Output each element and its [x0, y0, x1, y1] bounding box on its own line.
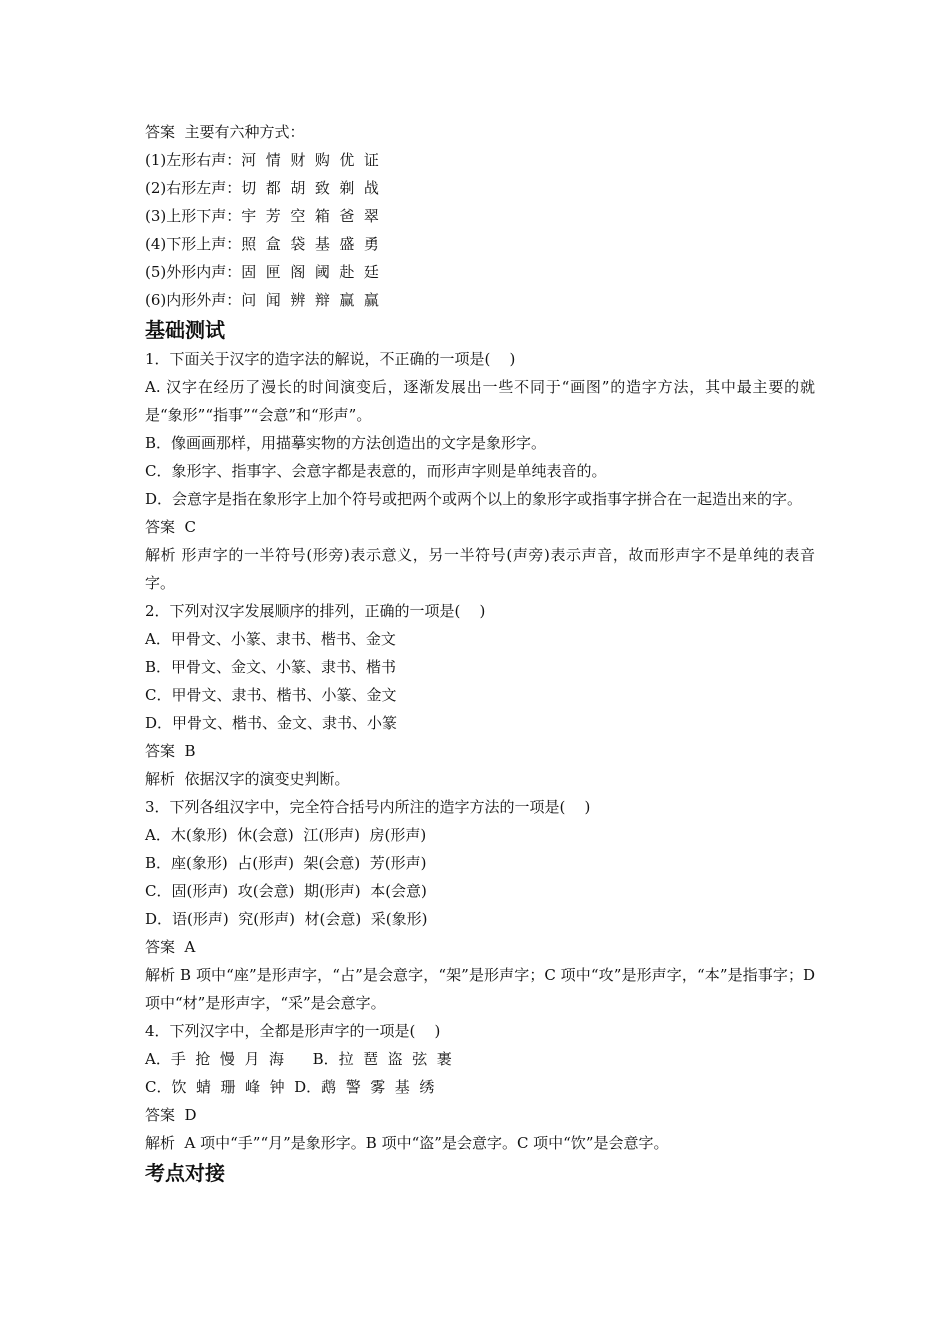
answer: 答案 C [145, 518, 197, 536]
options-c-d: C．饮 蜻 珊 峰 钟 D．鹉 警 雾 基 绣 [145, 1078, 435, 1096]
answer: 答案 B [145, 742, 196, 760]
options-a-b: A．手 抢 慢 月 海 B．拉 琶 盗 弦 裹 [145, 1050, 452, 1068]
section-heading-basic-test: 基础测试 [145, 318, 225, 342]
option-d: D．语(形声) 究(形声) 材(会意) 采(象形) [145, 910, 428, 928]
analysis: 解析 B 项中“座”是形声字，“占”是会意字，“架”是形声字；C 项中“攻”是形声字，“本”是指事字；D 项中“材”是形声字，“采”是会意字。 [145, 966, 815, 1012]
question-stem: 3．下列各组汉字中，完全符合括号内所注的造字方法的一项是( ) [145, 798, 591, 816]
way-item: (2)右形左声：切 都 胡 致 剃 战 [145, 179, 379, 197]
way-item: (3)上形下声：宇 芳 空 箱 爸 翠 [145, 207, 379, 225]
option-c: C．固(形声) 攻(会意) 期(形声) 本(会意) [145, 882, 427, 900]
option-d: D．会意字是指在象形字上加个符号或把两个或两个以上的象形字或指事字拼合在一起造出来的字。 [145, 490, 803, 508]
question-stem: 1．下面关于汉字的造字法的解说，不正确的一项是( ) [145, 350, 516, 368]
option-c: C．象形字、指事字、会意字都是表意的，而形声字则是单纯表音的。 [145, 462, 607, 480]
section-heading-exam-points: 考点对接 [145, 1161, 225, 1185]
question-stem: 4．下列汉字中，全都是形声字的一项是( ) [145, 1022, 441, 1040]
analysis: 解析 形声字的一半符号(形旁)表示意义，另一半符号(声旁)表示声音，故而形声字不是单纯的表音字。 [145, 546, 815, 592]
way-item: (4)下形上声：照 盒 袋 基 盛 勇 [145, 235, 379, 253]
option-b: B．像画画那样，用描摹实物的方法创造出的文字是象形字。 [145, 434, 547, 452]
document-page [145, 118, 815, 1188]
way-item: (6)内形外声：问 闻 辨 辩 赢 赢 [145, 291, 379, 309]
analysis: 解析 依据汉字的演变史判断。 [145, 770, 350, 788]
answer: 答案 A [145, 938, 196, 956]
analysis: 解析 A 项中“手”“月”是象形字。B 项中“盗”是会意字。C 项中“饮”是会意字。 [145, 1134, 669, 1152]
option-b: B．座(象形) 占(形声) 架(会意) 芳(形声) [145, 854, 427, 872]
option-a: A．木(象形) 休(会意) 江(形声) 房(形声) [145, 826, 427, 844]
question-stem: 2．下列对汉字发展顺序的排列，正确的一项是( ) [145, 602, 486, 620]
way-item: (1)左形右声：河 情 财 购 优 证 [145, 151, 379, 169]
option-b: B．甲骨文、金文、小篆、隶书、楷书 [145, 658, 397, 676]
answer: 答案 D [145, 1106, 197, 1124]
answer-line: 答案 主要有六种方式： [145, 123, 305, 141]
option-a: A. 汉字在经历了漫长的时间演变后，逐渐发展出一些不同于“画图”的造字方法，其中最主要的就是“象形”“指事”“会意”和“形声”。 [145, 378, 815, 424]
option-d: D．甲骨文、楷书、金文、隶书、小篆 [145, 714, 398, 732]
option-a: A．甲骨文、小篆、隶书、楷书、金文 [145, 630, 396, 648]
way-item: (5)外形内声：固 匣 阁 阈 赴 廷 [145, 263, 379, 281]
option-c: C．甲骨文、隶书、楷书、小篆、金文 [145, 686, 397, 704]
